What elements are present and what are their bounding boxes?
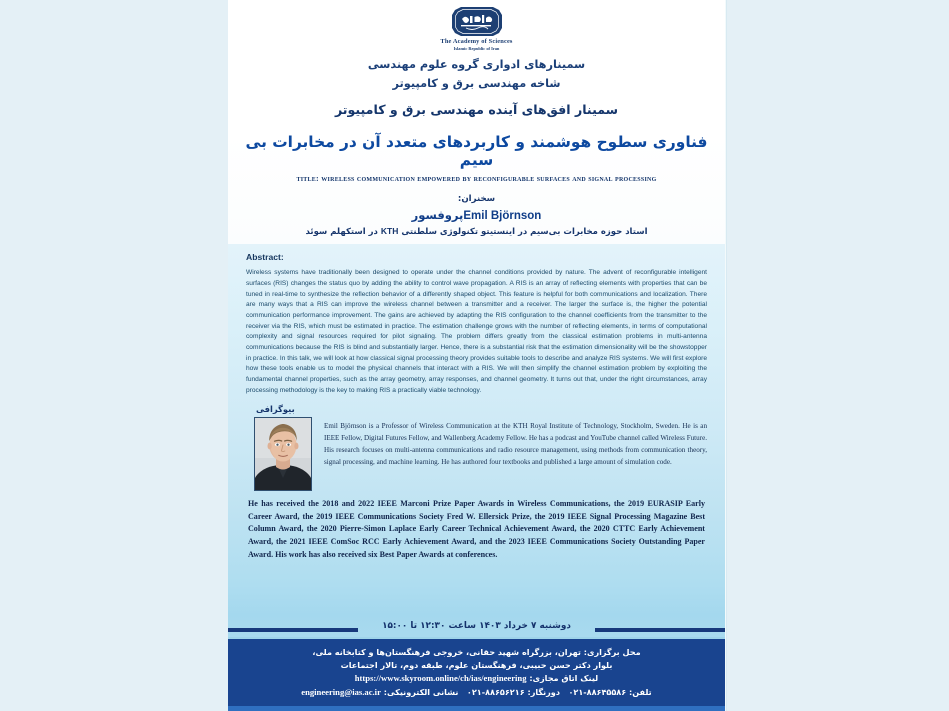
virtual-room-line: [238, 672, 715, 686]
venue-line-2: بلوار دکتر حسن حبیبی، فرهنگستان علوم، طبقه دوم، تالار اجتماعات: [340, 660, 613, 671]
speaker-honorific: پروفسور: [411, 208, 464, 223]
seminar-title-english: [228, 174, 725, 183]
abstract-text: Wireless systems have traditionally been designed to operate under the channel conditions provided by nature. The advent of reconfigurable intelligent surfaces (RIS) changes the status quo by adding the ability to control wave propagation. A RIS is an array of reflecting elements with properties that can be tuned in real-time to synthesize the reflection behavior of a differently shaped object. This feature is helpful for both communications and localization. There are many ways that a RIS can improve the wireless channel between a transmitter and a receiver. The larger the surface is, the higher the potential communication performance improvement. The gains are achieved by adapting the RIS configuration to the channel coefficients from the transmitter to the receiver via the RIS, which must be estimated in practice. The estimation challenge grows with the number of reflecting elements, in terms of computational complexity and signal resources required for pilot signaling. The problem differs greatly from the classical estimation problems in multi-antenna communications because the RIS is blind and substantially larger. Hence, there is a substantial risk that the estimation dimensionality will be the showstopper in practice. In this talk, we will look at how classical signal processing theory provides suitable tools to describe and analyze RIS systems. We will first explore how these tools enable us to model the physical channels that interact with a RIS. We will then simplify the channel estimation problem by exploiting the fundamental channel properties, such as the array geometry, array responses, and channel geometry. It turns out that, under the right circumstances, array processing methodology is the key to making RIS a practically viable technology.: [246, 269, 707, 394]
virtual-room-url[interactable]: https://www.skyroom.online/ch/ias/engineering: [354, 673, 527, 684]
speaker-photo: [254, 417, 312, 491]
academy-of-sciences-emblem-icon: [449, 6, 505, 37]
footer-bottom-edge: [228, 706, 725, 711]
series-title-line-1: سمینارهای ادواری گروه علوم مهندسی: [367, 58, 586, 72]
fax-value: ۸۸۶۵۶۲۱۶-۰۲۱: [466, 687, 525, 698]
speaker-affiliation: [228, 226, 725, 237]
abstract-heading: Abstract:: [246, 252, 284, 263]
biography-row: [246, 417, 707, 491]
datetime-strip: [228, 615, 725, 637]
poster-header: [228, 0, 725, 244]
logo-english-name: The Academy of Sciences: [440, 38, 513, 45]
seminar-datetime: دوشنبه ۷ خرداد ۱۴۰۳ ساعت ۱۲:۳۰ تا ۱۵:۰۰: [382, 620, 571, 631]
seminar-poster: [228, 0, 725, 711]
speaker-name-row: [228, 208, 725, 222]
affiliation-prefix: استاد حوزه مخابرات بی‌سیم در اینستیتو تکنولوژی سلطنتی: [401, 227, 648, 238]
tel-label: تلفن:: [629, 687, 652, 698]
virtual-room-label: لینک اتاق مجازی:: [529, 673, 599, 684]
biography-text: Emil Björnson is a Professor of Wireless Communication at the KTH Royal Institute of Technology, Stockholm, Sweden. He is an IEEE Fellow, Digital Futures Fellow, and Wallenberg Academy Fellow. He has a podcast and YouTube channel called Wireless Future. His research focuses on multi-antenna communications and radio resource management, using methods from communication theory, signal processing, and machine learning. He has authored four textbooks and published a large amount of simulation code.: [324, 422, 707, 467]
speaker-name: Emil Björnson: [463, 210, 542, 223]
speaker-label: سخنران:: [457, 194, 496, 205]
poster-body: [228, 244, 725, 615]
title-label: title:: [296, 174, 319, 184]
rule-right: [595, 628, 725, 632]
rule-left: [228, 628, 358, 632]
email-value[interactable]: engineering@ias.ac.ir: [301, 687, 381, 698]
academy-logo: [228, 6, 725, 51]
biography-label: بیوگرافی: [256, 404, 295, 415]
poster-footer: [228, 639, 725, 706]
tel-value: ۸۸۶۴۵۵۸۶-۰۲۱: [568, 687, 627, 698]
seminar-title-persian: فناوری سطوح هوشمند و کاربردهای متعدد آن در مخابرات بی سیم: [245, 133, 708, 170]
seminar-series-name: سمینار افق‌های آینده مهندسی برق و کامپیوتر: [334, 102, 619, 118]
venue-line-1: محل برگزاری: تهران، بزرگراه شهید حقانی، خروجی فرهنگستان‌ها و کتابخانه ملی،: [312, 646, 641, 657]
awards-text: He has received the 2018 and 2022 IEEE Marconi Prize Paper Awards in Wireless Communications, the 2019 EURASIP Early Career Award, the 2019 IEEE Communications Society Fred W. Ellersick Prize, the 2019 IEEE Signal Processing Magazine Best Column Award, the 2020 Pierre-Simon Laplace Early Career Technical Achievement Award, the 2020 CTTC Early Achievement Award, the 2021 IEEE ComSoc RCC Early Achievement Award, and the 2023 IEEE Communications Society Outstanding Paper Award. His work has also received six Best Paper Awards at conferences.: [248, 499, 705, 559]
email-label: نشانی الکترونیکی:: [383, 687, 459, 698]
title-english-text: wireless communication empowered by reconfigurable surfaces and signal processing: [321, 174, 657, 184]
series-title-line-2: شاخه مهندسی برق و کامپیوتر: [392, 77, 561, 91]
affiliation-institute: KTH: [380, 226, 399, 237]
affiliation-suffix: در استکهلم سوئد: [305, 227, 378, 238]
contact-line: [238, 686, 715, 700]
logo-english-subtitle: Islamic Republic of Iran: [453, 46, 500, 51]
fax-label: دورنگار:: [527, 687, 560, 698]
